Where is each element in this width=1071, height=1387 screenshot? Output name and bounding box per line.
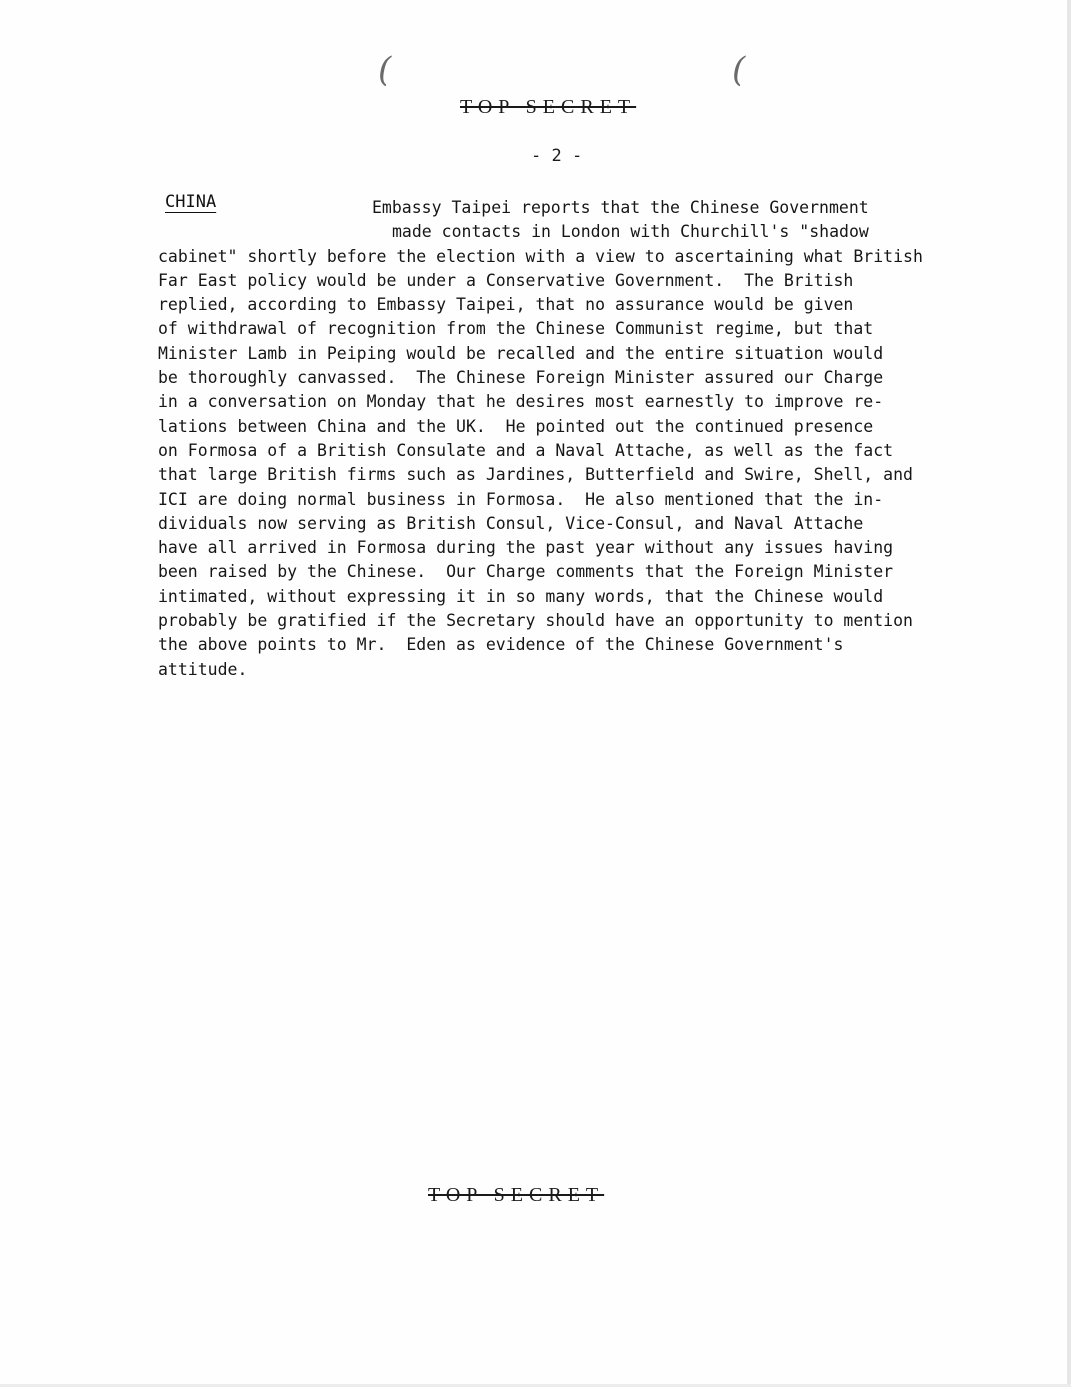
paragraph-line: of withdrawal of recognition from the Chinese Communist regime, but that xyxy=(158,319,874,339)
paragraph-line: replied, according to Embassy Taipei, that no assurance would be given xyxy=(158,295,854,315)
paragraph-line: attitude. xyxy=(158,659,248,679)
body-paragraph xyxy=(158,196,994,682)
paragraph-line: in a conversation on Monday that he desires most earnestly to improve re- xyxy=(158,392,884,412)
paragraph-line: lations between China and the UK. He pointed out the continued presence xyxy=(158,416,874,436)
section-heading: CHINA xyxy=(165,192,217,212)
page-edge-shadow xyxy=(1067,0,1071,1387)
paragraph-line: made contacts in London with Churchill's "shadow xyxy=(392,222,869,242)
margin-mark-left: ( xyxy=(378,50,392,90)
classification-marking-bottom: TOP SECRET xyxy=(428,1184,605,1206)
paragraph-line: dividuals now serving as British Consul, Vice-Consul, and Naval Attache xyxy=(158,513,864,533)
paragraph-line: have all arrived in Formosa during the past year without any issues having xyxy=(158,538,894,558)
paragraph-line: cabinet" shortly before the election with a view to ascertaining what British xyxy=(158,246,923,266)
paragraph-line: Far East policy would be under a Conservative Government. The British xyxy=(158,270,854,290)
classification-marking-top: TOP SECRET xyxy=(460,96,637,118)
paragraph-line: on Formosa of a British Consulate and a Naval Attache, as well as the fact xyxy=(158,440,894,460)
paragraph-line: ICI are doing normal business in Formosa. He also mentioned that the in- xyxy=(158,489,884,509)
paragraph-line: intimated, without expressing it in so many words, that the Chinese would xyxy=(158,586,884,606)
paragraph-line: been raised by the Chinese. Our Charge comments that the Foreign Minister xyxy=(158,562,894,582)
paragraph-line: the above points to Mr. Eden as evidence of the Chinese Government's xyxy=(158,635,844,655)
paragraph-line: that large British firms such as Jardines, Butterfield and Swire, Shell, and xyxy=(158,465,913,485)
paragraph-line: probably be gratified if the Secretary should have an opportunity to mention xyxy=(158,611,913,631)
paragraph-line: Embassy Taipei reports that the Chinese Government xyxy=(372,198,869,217)
paragraph-line: be thoroughly canvassed. The Chinese Foreign Minister assured our Charge xyxy=(158,368,884,388)
paragraph-line: Minister Lamb in Peiping would be recalled and the entire situation would xyxy=(158,343,884,363)
page-number: - 2 - xyxy=(531,146,583,166)
margin-mark-right: ( xyxy=(732,50,746,90)
